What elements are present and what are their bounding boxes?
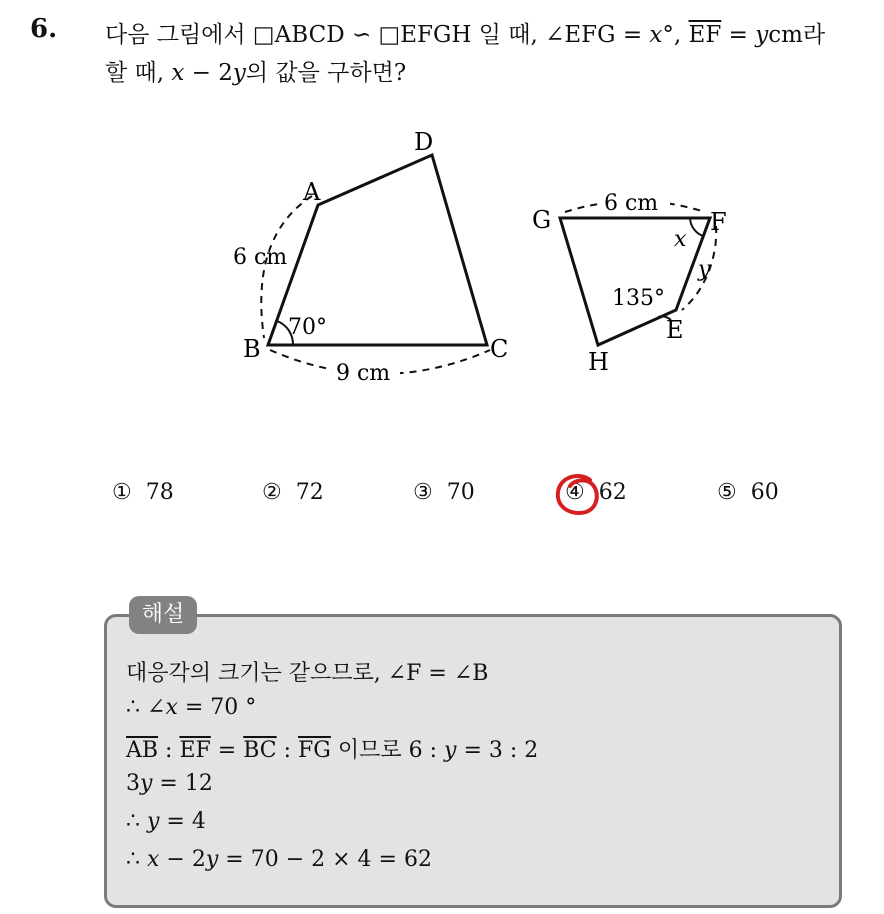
side-gf-label: 6 cm	[604, 191, 659, 216]
answer-circle-mark	[550, 470, 610, 520]
solution-line-2: ∴ ∠x = 70 °	[126, 695, 257, 720]
solution-line-6: ∴ x − 2y = 70 − 2 × 4 = 62	[126, 847, 432, 872]
vertex-g-label: G	[532, 206, 552, 234]
solution-line-3: $\overline{AB}$ : $\overline{EF} = \overline{BC}$ : $\overline{FG}$ 이므로 6 : y = 3 : 2	[126, 738, 539, 763]
question-number: 6.	[30, 14, 58, 44]
choice-2[interactable]: ② 72	[262, 480, 324, 505]
vertex-e-label: E	[666, 316, 684, 344]
side-bc-label: 9 cm	[336, 361, 391, 386]
solution-line-5: ∴ y = 4	[126, 809, 206, 834]
vertex-d-label: D	[414, 128, 434, 156]
choice-5[interactable]: ⑤ 60	[717, 480, 779, 505]
side-ab-label: 6 cm	[233, 245, 288, 270]
solution-line-1: 대응각의 크기는 같으므로, ∠F = ∠B	[126, 661, 489, 686]
solution-tag: 해설	[129, 596, 197, 634]
angle-e-label: 135°	[612, 286, 665, 311]
vertex-f-label: F	[710, 208, 727, 236]
vertex-a-label: A	[303, 178, 321, 206]
quadrilateral-efgh	[560, 201, 716, 345]
choice-4[interactable]: ④ 62	[565, 480, 627, 505]
vertex-c-label: C	[490, 335, 509, 363]
angle-b-label: 70°	[288, 315, 327, 340]
vertex-b-label: B	[243, 335, 261, 363]
vertex-h-label: H	[588, 348, 609, 376]
angle-f-label: x	[674, 227, 687, 252]
quadrilateral-abcd	[261, 155, 490, 374]
solution-line-4: 3y = 12	[126, 771, 213, 796]
choice-3[interactable]: ③ 70	[413, 480, 475, 505]
question-line-1: 다음 그림에서 □ABCD ∽ □EFGH 일 때, ∠EFG = x°, $\overline{EF}$ = ycm라	[105, 22, 826, 48]
side-ef-label: y	[698, 257, 711, 282]
question-line-2: 할 때, x − 2y의 값을 구하면?	[105, 60, 407, 86]
segment-ef: $\overline{EF}$	[688, 22, 722, 48]
choice-1[interactable]: ① 78	[112, 480, 174, 505]
